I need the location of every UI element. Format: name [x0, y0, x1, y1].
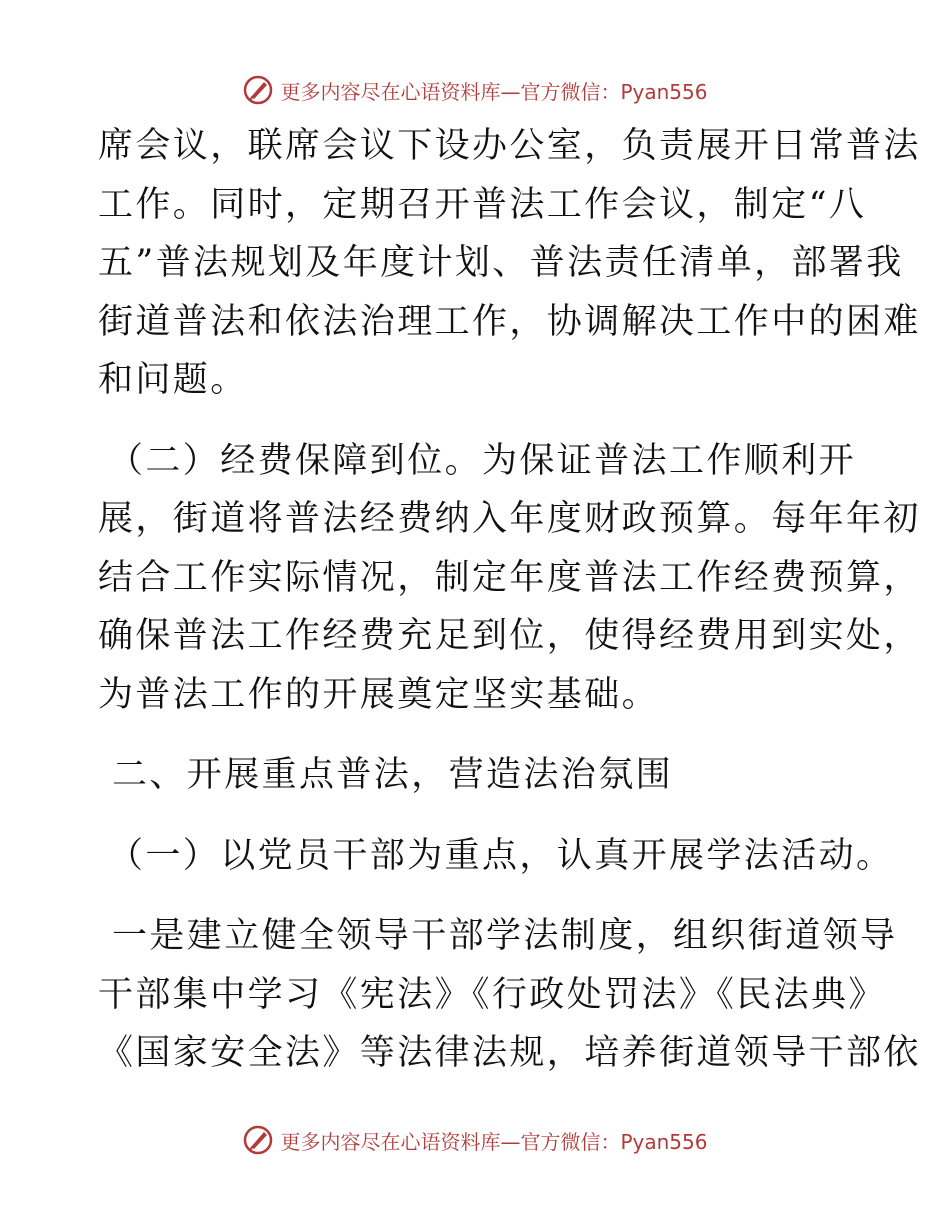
section-heading — [98, 746, 858, 805]
text-line: 和问题。 — [98, 360, 248, 400]
text-line: 干部集中学习《宪法》《行政处罚法》《民法典》 — [98, 974, 886, 1015]
text-line: 结合工作实际情况，制定年度普法工作经费预算， — [98, 557, 921, 598]
text-line: 一是建立健全领导干部学法制度，组织街道领导 — [112, 916, 898, 956]
text-line: 五”普法规划及年度计划、普法责任清单，部署我 — [98, 243, 904, 283]
text-line: 为普法工作的开展奠定坚实基础。 — [98, 674, 660, 715]
paragraph — [98, 907, 921, 1083]
quill-seal-icon — [242, 74, 274, 106]
text-line: 确保普法工作经费充足到位，使得经费用到实处， — [98, 616, 921, 656]
text-line: 二、开展重点普法，营造法治氛围 — [112, 755, 674, 795]
text-line: 街道普法和依法治理工作，协调解决工作中的困难 — [98, 301, 921, 342]
text-line: 《国家安全法》等法律法规，培养街道领导干部依 — [98, 1033, 921, 1073]
paragraph — [98, 432, 921, 725]
paragraph — [98, 117, 921, 410]
subsection-heading — [98, 827, 894, 886]
document-body — [98, 117, 921, 1083]
text-line: 工作。同时，定期召开普法工作会议，制定“八 — [98, 184, 867, 225]
watermark-text: 更多内容尽在心语资料库—官方微信：Pyan556 — [280, 79, 708, 104]
text-line: （一）以党员干部为重点，认真开展学法活动。 — [108, 835, 894, 876]
text-line: 席会议，联席会议下设办公室，负责展开日常普法 — [98, 126, 921, 166]
quill-seal-icon — [242, 1124, 274, 1156]
text-line: （二）经费保障到位。为保证普法工作顺利开 — [108, 440, 857, 481]
header-watermark — [0, 70, 950, 110]
footer-watermark — [0, 1120, 950, 1160]
text-line: 展，街道将普法经费纳入年度财政预算。每年年初 — [98, 499, 921, 539]
watermark-text: 更多内容尽在心语资料库—官方微信：Pyan556 — [280, 1129, 708, 1154]
